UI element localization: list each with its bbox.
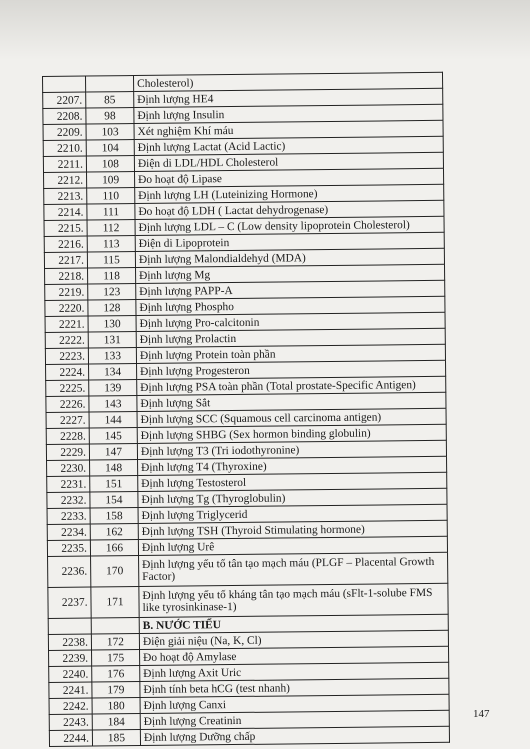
row-name-cell: Định tính beta hCG (test nhanh) (140, 678, 449, 697)
row-index-cell: 2212. (44, 172, 87, 188)
row-code-cell: 170 (91, 556, 139, 588)
row-code-cell: 171 (91, 587, 139, 619)
row-code-cell: 108 (86, 156, 134, 173)
row-code-cell: 130 (88, 316, 136, 333)
row-index-cell: 2240. (49, 666, 92, 682)
row-index-cell: 2215. (44, 220, 87, 236)
row-code-cell: 139 (89, 380, 137, 397)
row-name-cell: Định lượng yếu tố kháng tân tạo mạch máu (sFlt-1-solube FMS like tyrosinkinase-1) (139, 583, 448, 617)
row-index-cell: 2214. (44, 204, 87, 220)
row-index-cell: 2224. (46, 364, 89, 380)
row-code-cell: 166 (90, 540, 138, 557)
row-index-cell: 2207. (43, 92, 86, 108)
row-name-cell: Định lượng Phospho (136, 296, 445, 315)
row-index-cell: 2243. (49, 714, 92, 730)
row-name-cell: Định lượng T3 (Tri iodothyronine) (137, 440, 446, 459)
row-name-cell: Định lượng yếu tố tân tạo mạch máu (PLGF – Placental Growth Factor) (139, 552, 448, 586)
row-code-cell: 151 (90, 476, 138, 493)
row-name-cell: Định lượng Sắt (137, 392, 446, 411)
row-index-cell: 2210. (43, 140, 86, 156)
row-code-cell: 110 (87, 188, 135, 205)
row-code-cell: 154 (90, 492, 138, 509)
row-name-cell: Định lượng Dưỡng chấp (140, 726, 449, 745)
row-code-cell: 103 (86, 124, 134, 141)
row-index-cell: 2236. (48, 556, 91, 587)
row-index-cell: 2242. (49, 698, 92, 714)
row-code-cell: 175 (92, 650, 140, 667)
row-name-cell: Định lượng HE4 (134, 88, 443, 107)
row-code-cell: 162 (90, 524, 138, 541)
row-index-cell: 2230. (47, 460, 90, 476)
table-row (48, 552, 448, 587)
row-code-cell: 147 (89, 444, 137, 461)
row-code-cell: 172 (91, 634, 139, 651)
row-name-cell: Định lượng PAPP-A (136, 280, 445, 299)
page-number: 147 (473, 708, 490, 720)
row-name-cell: Xét nghiệm Khí máu (134, 120, 443, 139)
row-index-cell: 2229. (46, 444, 89, 460)
row-code-cell: 118 (88, 268, 136, 285)
row-code-cell: 123 (88, 284, 136, 301)
row-code-cell: 98 (86, 108, 134, 125)
row-index-cell: 2222. (45, 332, 88, 348)
row-index-cell: 2238. (48, 634, 91, 650)
row-name-cell: Đo hoạt độ LDH ( Lactat dehydrogenase) (135, 200, 444, 219)
row-name-cell: Định lượng Mg (136, 264, 445, 283)
row-index-cell: 2217. (44, 252, 87, 268)
row-code-cell: 143 (89, 396, 137, 413)
row-code-cell: 184 (92, 714, 140, 731)
row-code-cell: 185 (92, 730, 140, 747)
row-index-cell: 2233. (47, 508, 90, 524)
row-name-cell: Điện giải niệu (Na, K, Cl) (139, 630, 448, 649)
row-code-cell: 112 (87, 220, 135, 237)
row-code-cell: 113 (87, 236, 135, 253)
row-name-cell: Điện di Lipoprotein (135, 232, 444, 251)
row-index-cell (48, 618, 91, 634)
row-index-cell: 2239. (49, 650, 92, 666)
row-name-cell: Định lượng Urê (138, 536, 447, 555)
row-index-cell: 2216. (44, 236, 87, 252)
row-name-cell: Định lượng LH (Luteinizing Hormone) (135, 184, 444, 203)
row-code-cell: 131 (88, 332, 136, 349)
row-index-cell: 2221. (45, 316, 88, 332)
row-index-cell: 2208. (43, 108, 86, 124)
row-code-cell: 111 (87, 204, 135, 221)
row-name-cell: Định lượng Canxi (140, 694, 449, 713)
test-price-table (42, 72, 450, 747)
row-name-cell: Định lượng Progesteron (137, 360, 446, 379)
row-name-cell: Định lượng Insulin (134, 104, 443, 123)
row-index-cell: 2232. (47, 492, 90, 508)
row-index-cell: 2228. (46, 428, 89, 444)
row-code-cell: 145 (89, 428, 137, 445)
row-name-cell: Định lượng SCC (Squamous cell carcinoma antigen) (137, 408, 446, 427)
row-name-cell: Định lượng Axit Uric (140, 662, 449, 681)
row-name-cell: Định lượng T4 (Thyroxine) (138, 456, 447, 475)
row-code-cell: 133 (88, 348, 136, 365)
row-code-cell: 85 (86, 92, 134, 109)
row-index-cell: 2225. (46, 380, 89, 396)
table-row (49, 726, 449, 746)
row-code-cell: 128 (88, 300, 136, 317)
table-body (43, 72, 450, 746)
row-name-cell: Định lượng Tg (Thyroglobulin) (138, 488, 447, 507)
row-name-cell: Định lượng Malondialdehyd (MDA) (135, 248, 444, 267)
row-index-cell: 2226. (46, 396, 89, 412)
row-code-cell: 109 (87, 172, 135, 189)
row-name-cell: Định lượng Triglycerid (138, 504, 447, 523)
row-code-cell: 158 (90, 508, 138, 525)
row-index-cell: 2227. (46, 412, 89, 428)
row-name-cell: Định lượng PSA toàn phần (Total prostate-Specific Antigen) (137, 376, 446, 395)
row-name-cell: Điện di LDL/HDL Cholesterol (134, 152, 443, 171)
row-code-cell: 179 (92, 682, 140, 699)
row-index-cell: 2235. (47, 540, 90, 556)
row-code-cell: 104 (86, 140, 134, 157)
row-name-cell: B. NƯỚC TIỂU (139, 614, 448, 633)
row-index-cell: 2234. (47, 524, 90, 540)
row-index-cell (43, 76, 86, 92)
row-index-cell: 2218. (45, 268, 88, 284)
row-name-cell: Đo hoạt độ Lipase (135, 168, 444, 187)
row-name-cell: Định lượng Prolactin (136, 328, 445, 347)
row-name-cell: Định lượng Protein toàn phần (136, 344, 445, 363)
row-code-cell: 134 (89, 364, 137, 381)
row-index-cell: 2209. (43, 124, 86, 140)
row-name-cell: Định lượng TSH (Thyroid Stimulating hormone) (138, 520, 447, 539)
row-index-cell: 2244. (49, 730, 92, 746)
scan-shadow (0, 0, 530, 60)
row-index-cell: 2211. (43, 156, 86, 172)
row-index-cell: 2231. (47, 476, 90, 492)
row-index-cell: 2223. (45, 348, 88, 364)
row-name-cell: Định lượng Creatinin (140, 710, 449, 729)
row-name-cell: Định lượng LDL – C (Low density lipoprotein Cholesterol) (135, 216, 444, 235)
table-row (48, 583, 448, 618)
row-index-cell: 2241. (49, 682, 92, 698)
row-name-cell: Định lượng Pro-calcitonin (136, 312, 445, 331)
row-name-cell: Đo hoạt độ Amylase (140, 646, 449, 665)
row-index-cell: 2219. (45, 284, 88, 300)
row-code-cell: 180 (92, 698, 140, 715)
row-code-cell (91, 618, 139, 635)
row-code-cell: 144 (89, 412, 137, 429)
row-name-cell: Định lượng Testosterol (138, 472, 447, 491)
row-code-cell (86, 76, 134, 93)
row-index-cell: 2237. (48, 587, 91, 618)
row-code-cell: 148 (90, 460, 138, 477)
row-index-cell: 2220. (45, 300, 88, 316)
row-name-cell: Định lượng SHBG (Sex hormon binding globulin) (137, 424, 446, 443)
row-code-cell: 176 (92, 666, 140, 683)
row-index-cell: 2213. (44, 188, 87, 204)
row-code-cell: 115 (87, 252, 135, 269)
row-name-cell: Cholesterol) (134, 72, 443, 91)
row-name-cell: Định lượng Lactat (Acid Lactic) (134, 136, 443, 155)
